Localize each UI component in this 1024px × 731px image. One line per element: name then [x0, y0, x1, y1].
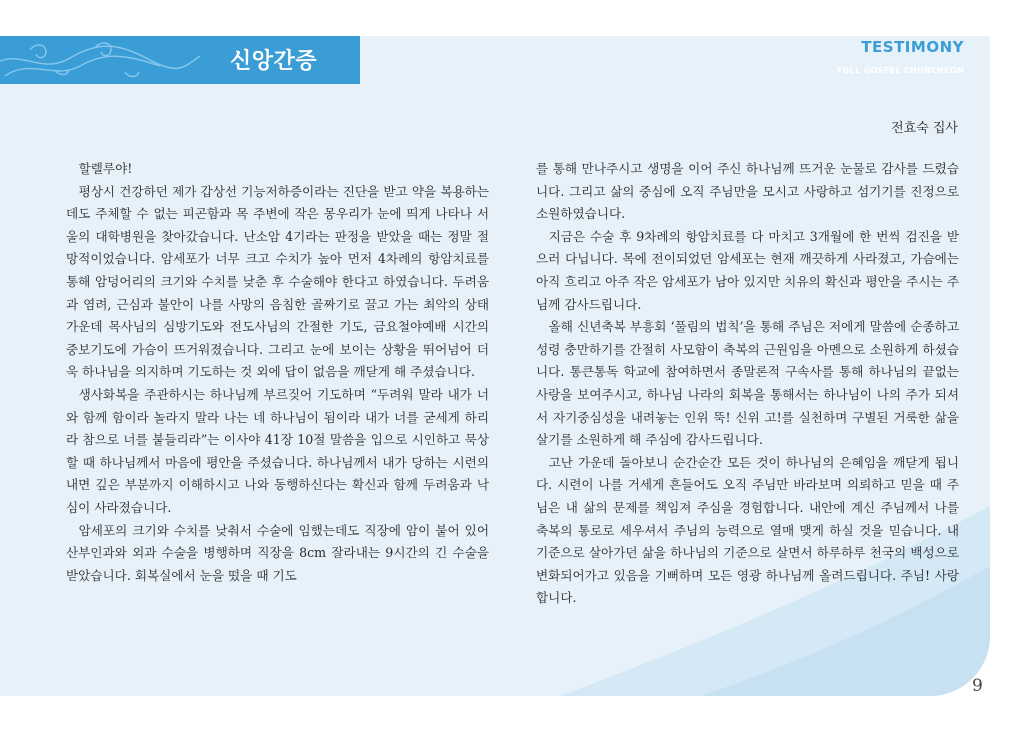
article-paragraph: 고난 가운데 돌아보니 순간순간 모든 것이 하나님의 은혜임을 깨닫게 됩니다. 시련이 나를 거세게 흔들어도 오직 주님만 바라보며 의뢰하고 믿을 때 주님은 내 삶의 문제를 책임져 주심을 경험합니다. 내안에 계신 주님께서 나를 축복의 통로로 세우셔서 주님의 능력으로 열매 맺게 하실 것을 믿습니다. 내 기준으로 살아가던 삶을 하나님의 기준으로 살면서 하루하루 천국의 백성으로 변화되어가고 있음을 기뻐하며 모든 영광 하나님께 올려드립니다. 주님! 사랑합니다.: [536, 454, 959, 606]
section-title: 신앙간증: [230, 49, 318, 74]
church-label: FULL GOSPEL CHUNCHEON: [837, 66, 964, 75]
author-name: 전효숙 집사: [891, 121, 958, 136]
article-paragraph: 올해 신년축복 부흥회 ‘풀림의 법칙’을 통해 주님은 저에게 말씀에 순종하고 성령 충만하기를 간절히 사모함이 축복의 근원임을 아멘으로 소원하게 하셨습니다. 통큰통독 학교에 참여하면서 종말론적 구속사를 통해 하나님의 끝없는 사랑을 보여주시고, 하나님 나라의 회복을 통해서는 하나님이 나의 주가 되셔서 자기중심성을 내려놓는 인위 뚝! 신위 고!를 실천하며 구별된 거룩한 삶을 살기를 소원하게 해 주심에 감사드립니다.: [536, 319, 959, 448]
article-paragraph: 할렐루야!: [78, 161, 133, 176]
article-paragraph: 평상시 건강하던 제가 갑상선 기능저하증이라는 진단을 받고 약을 복용하는데도 주체할 수 없는 피곤함과 목 주변에 작은 몽우리가 눈에 띄게 나타나 서울의 대학병원을 찾아갔습니다. 난소암 4기라는 판정을 받았을 때는 정말 절망적이었습니다. 암세포가 너무 크고 수치가 높아 먼저 4차례의 항암치료를 통해 암덩어리의 크기와 수치를 낮춘 후 수술해야 한다고 하였습니다. 두려움과 염려, 근심과 불안이 나를 사망의 음침한 골짜기로 끌고 가는 최악의 상태 가운데 목사님의 심방기도와 전도사님의 간절한 기도, 금요철야예배 시간의 중보기도에 가슴이 뜨거워졌습니다. 그리고 눈에 보이는 상황을 뛰어넘어 더욱 하나님을 의지하며 기도하는 것 외에 답이 없음을 깨닫게 해 주셨습니다.: [66, 183, 489, 380]
article-paragraph: 를 통해 만나주시고 생명을 이어 주신 하나님께 뜨거운 눈물로 감사를 드렸습니다. 그리고 삶의 중심에 오직 주님만을 모시고 사랑하고 섬기기를 진정으로 소원하였습니다.: [536, 161, 959, 222]
article-paragraph: 생사화복을 주관하시는 하나님께 부르짖어 기도하며 “두려워 말라 내가 너와 함께 함이라 놀라지 말라 나는 네 하나님이 됨이라 내가 너를 굳세게 하리라 참으로 너를 붙들리라”는 이사야 41장 10절 말씀을 입으로 시인하고 묵상할 때 하나님께서 마음에 평안을 주셨습니다. 하나님께서 내가 당하는 시련의 내면 깊은 부분까지 이해하시고 나와 동행하신다는 확신과 함께 두려움과 낙심이 사라졌습니다.: [66, 386, 489, 515]
article-column-left: [66, 158, 489, 587]
ornament-icon: [0, 36, 200, 84]
testimony-label: TESTIMONY: [861, 38, 964, 56]
article-column-right: [536, 158, 959, 610]
article-paragraph: 암세포의 크기와 수치를 낮춰서 수술에 임했는데도 직장에 암이 붙어 있어 산부인과와 외과 수술을 병행하며 직장을 8cm 잘라내는 9시간의 긴 수술을 받았습니다. 회복실에서 눈을 떴을 때 기도: [66, 522, 489, 583]
article-paragraph: 지금은 수술 후 9차례의 항암치료를 다 마치고 3개월에 한 번씩 검진을 받으러 다닙니다. 목에 전이되었던 암세포는 현재 깨끗하게 사라졌고, 가슴에는 아직 흐리고 아주 작은 암세포가 남아 있지만 치유의 확신과 평안을 주시는 주님께 감사드립니다.: [536, 228, 959, 312]
page-number: 9: [972, 676, 983, 696]
